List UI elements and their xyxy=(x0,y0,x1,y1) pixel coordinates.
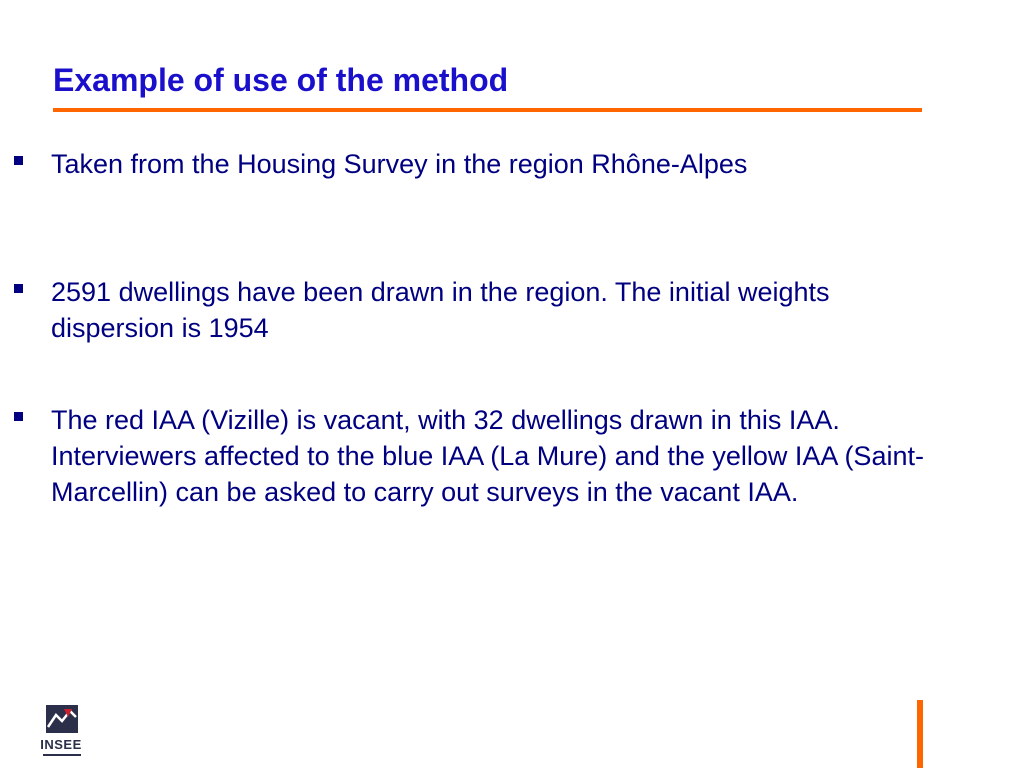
square-bullet-icon xyxy=(14,412,23,421)
insee-logo-icon xyxy=(46,705,78,733)
title-underline xyxy=(53,108,922,112)
bullet-text: 2591 dwellings have been drawn in the region. The initial weights dispersion is 1954 xyxy=(51,277,830,343)
corner-accent-bar xyxy=(917,700,923,768)
bullet-text: The red IAA (Vizille) is vacant, with 32 dwellings drawn in this IAA. Interviewers affected to the blue IAA (La Mure) and the yellow IAA (Saint-Marcellin) can be asked to carry out surveys in the vacant IAA. xyxy=(51,405,924,507)
logo-underline xyxy=(43,754,81,756)
bullet-text: Taken from the Housing Survey in the region Rhône-Alpes xyxy=(51,149,748,179)
insee-logo xyxy=(36,705,86,760)
square-bullet-icon xyxy=(14,284,23,293)
logo-wordmark: INSEE xyxy=(40,737,82,752)
slide-title: Example of use of the method xyxy=(53,62,509,98)
square-bullet-icon xyxy=(14,156,23,165)
